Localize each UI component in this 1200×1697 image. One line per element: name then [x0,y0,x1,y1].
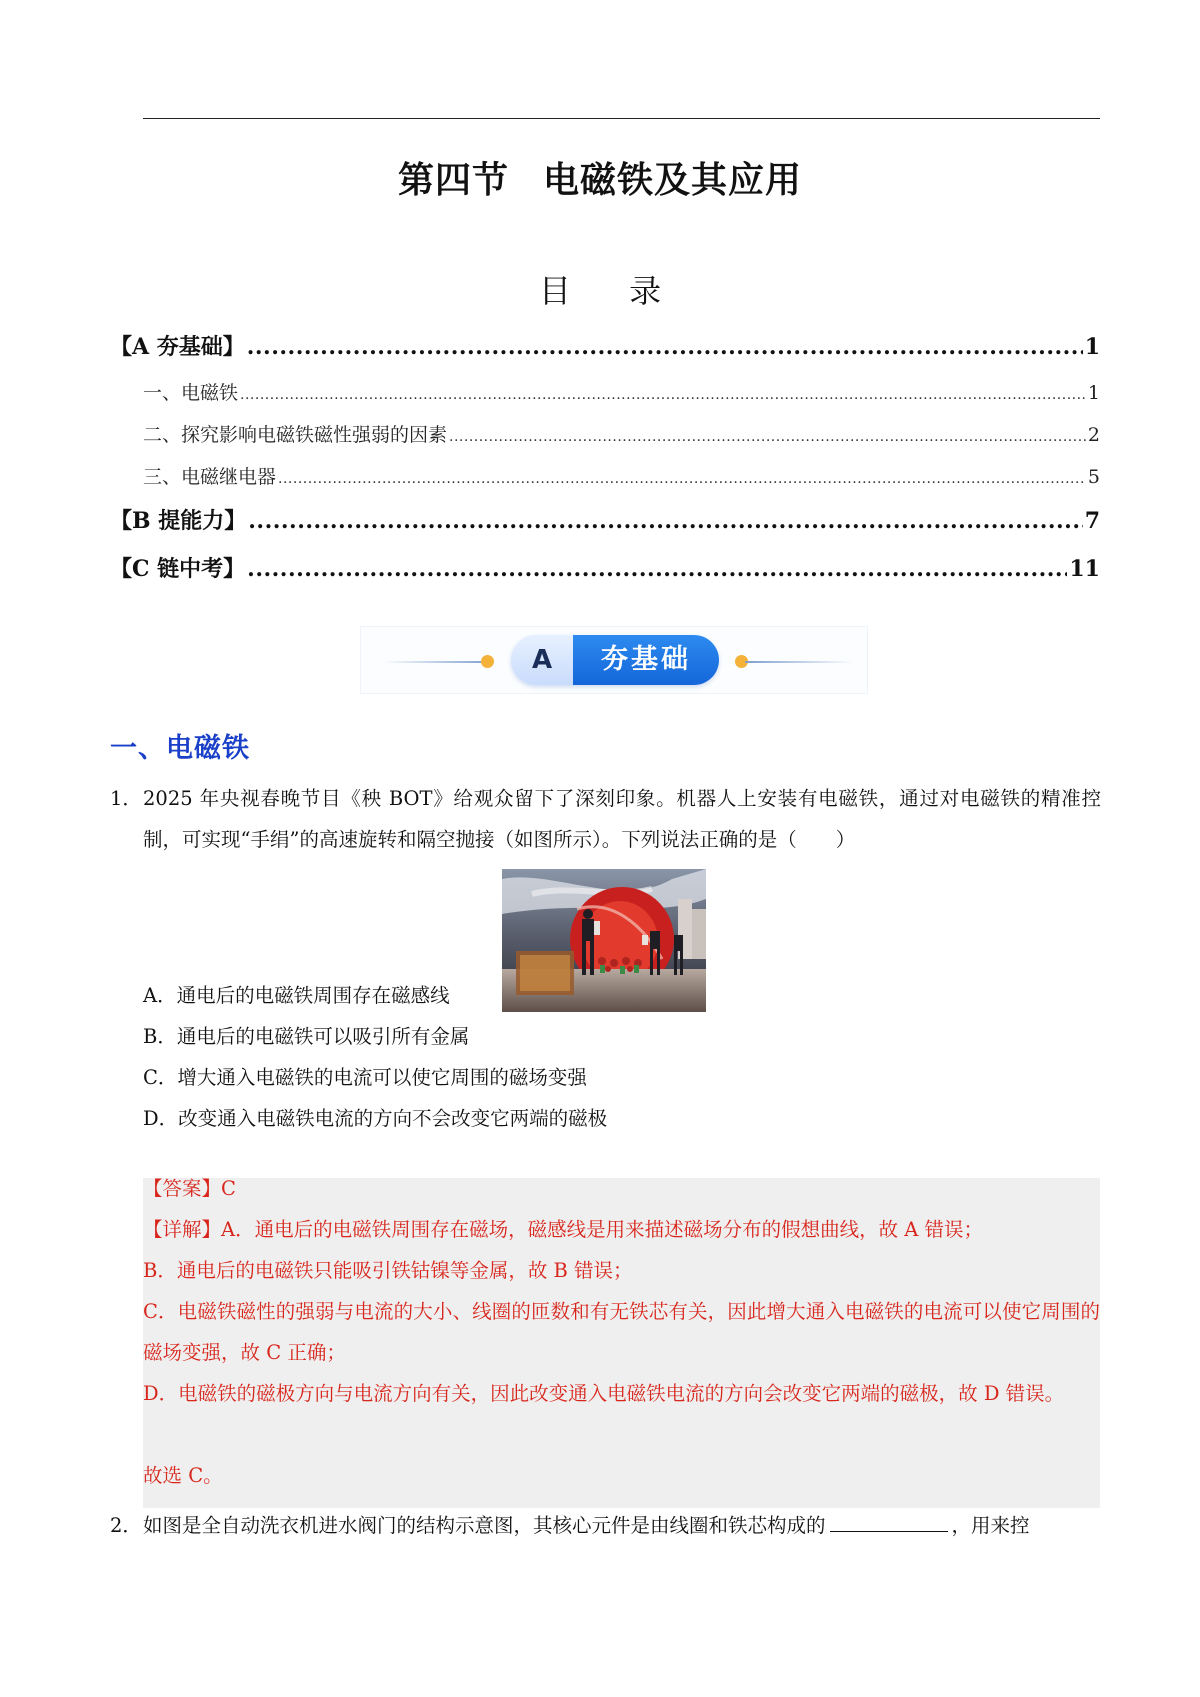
question-number: 2． [110,1514,142,1537]
explanation-d: D．电磁铁的磁极方向与电流方向有关，因此改变通入电磁铁电流的方向会改变它两端的磁极，故 D 错误。 [143,1382,1065,1405]
banner-line-right [745,661,853,663]
explanation-c: C．电磁铁磁性的强弱与电流的大小、线圈的匝数和有无铁芯有关，因此增大通入电磁铁的电流可以使它周围的磁场变强，故 C 正确； [143,1300,1100,1364]
question-stem: 2025 年央视春晚节目《秧 BOT》给观众留下了深刻印象。机器人上安装有电磁铁，通过对电磁铁的精准控制，可实现“手绢”的高速旋转和隔空抛接（如图所示）。下列说法正确的是（ ） [143,787,1101,851]
question-stem: 如图是全自动洗衣机进水阀门的结构示意图，其核心元件是由线圈和铁芯构成的 ，用来控 [143,1505,1101,1546]
banner-dot-left [481,655,494,668]
toc-heading: 目 录 [538,272,686,310]
banner-line-left [383,661,491,663]
robot-performance-photo [502,869,706,1012]
banner-pill [511,635,719,685]
title-topic: 电磁铁及其应用 [543,160,803,201]
toc-entry-factors[interactable]: 二、探究影响电磁铁磁性强弱的因素 ..... 2 [143,420,1100,447]
toc-entry-c[interactable]: 【C 链中考】 ..... 11 [110,552,1100,583]
banner-label: 夯基础 [573,635,719,685]
explanation-a: 【详解】A．通电后的电磁铁周围存在磁场，磁感线是用来描述磁场分布的假想曲线，故 A 错误； [143,1218,984,1241]
section-banner [360,626,868,694]
option-a[interactable]: A．通电后的电磁铁周围存在磁感线 [143,984,450,1007]
toc-entry-a[interactable]: 【A 夯基础】 ..... 1 [110,330,1100,361]
answer-key: 【答案】C [143,1177,236,1200]
section-heading: 一、电磁铁 [110,733,250,764]
option-c[interactable]: C．增大通入电磁铁的电流可以使它周围的磁场变强 [143,1066,587,1089]
explanation-conclusion: 故选 C。 [143,1464,223,1487]
question-number: 1． [110,787,142,810]
title-section-number: 第四节 [397,160,509,201]
header-rule [143,118,1100,119]
option-b[interactable]: B．通电后的电磁铁可以吸引所有金属 [143,1025,470,1048]
banner-letter: A [511,635,573,685]
toc-entry-b[interactable]: 【B 提能力】 ..... 7 [110,504,1100,535]
option-d[interactable]: D．改变通入电磁铁电流的方向不会改变它两端的磁极 [143,1107,608,1130]
toc-entry-electromagnet[interactable]: 一、电磁铁 ..... 1 [143,378,1100,405]
page-title [0,152,1200,203]
answer-blank[interactable] [830,1511,948,1532]
explanation-b: B．通电后的电磁铁只能吸引铁钴镍等金属，故 B 错误； [143,1259,633,1282]
toc-entry-relay[interactable]: 三、电磁继电器 ..... 5 [143,462,1100,489]
